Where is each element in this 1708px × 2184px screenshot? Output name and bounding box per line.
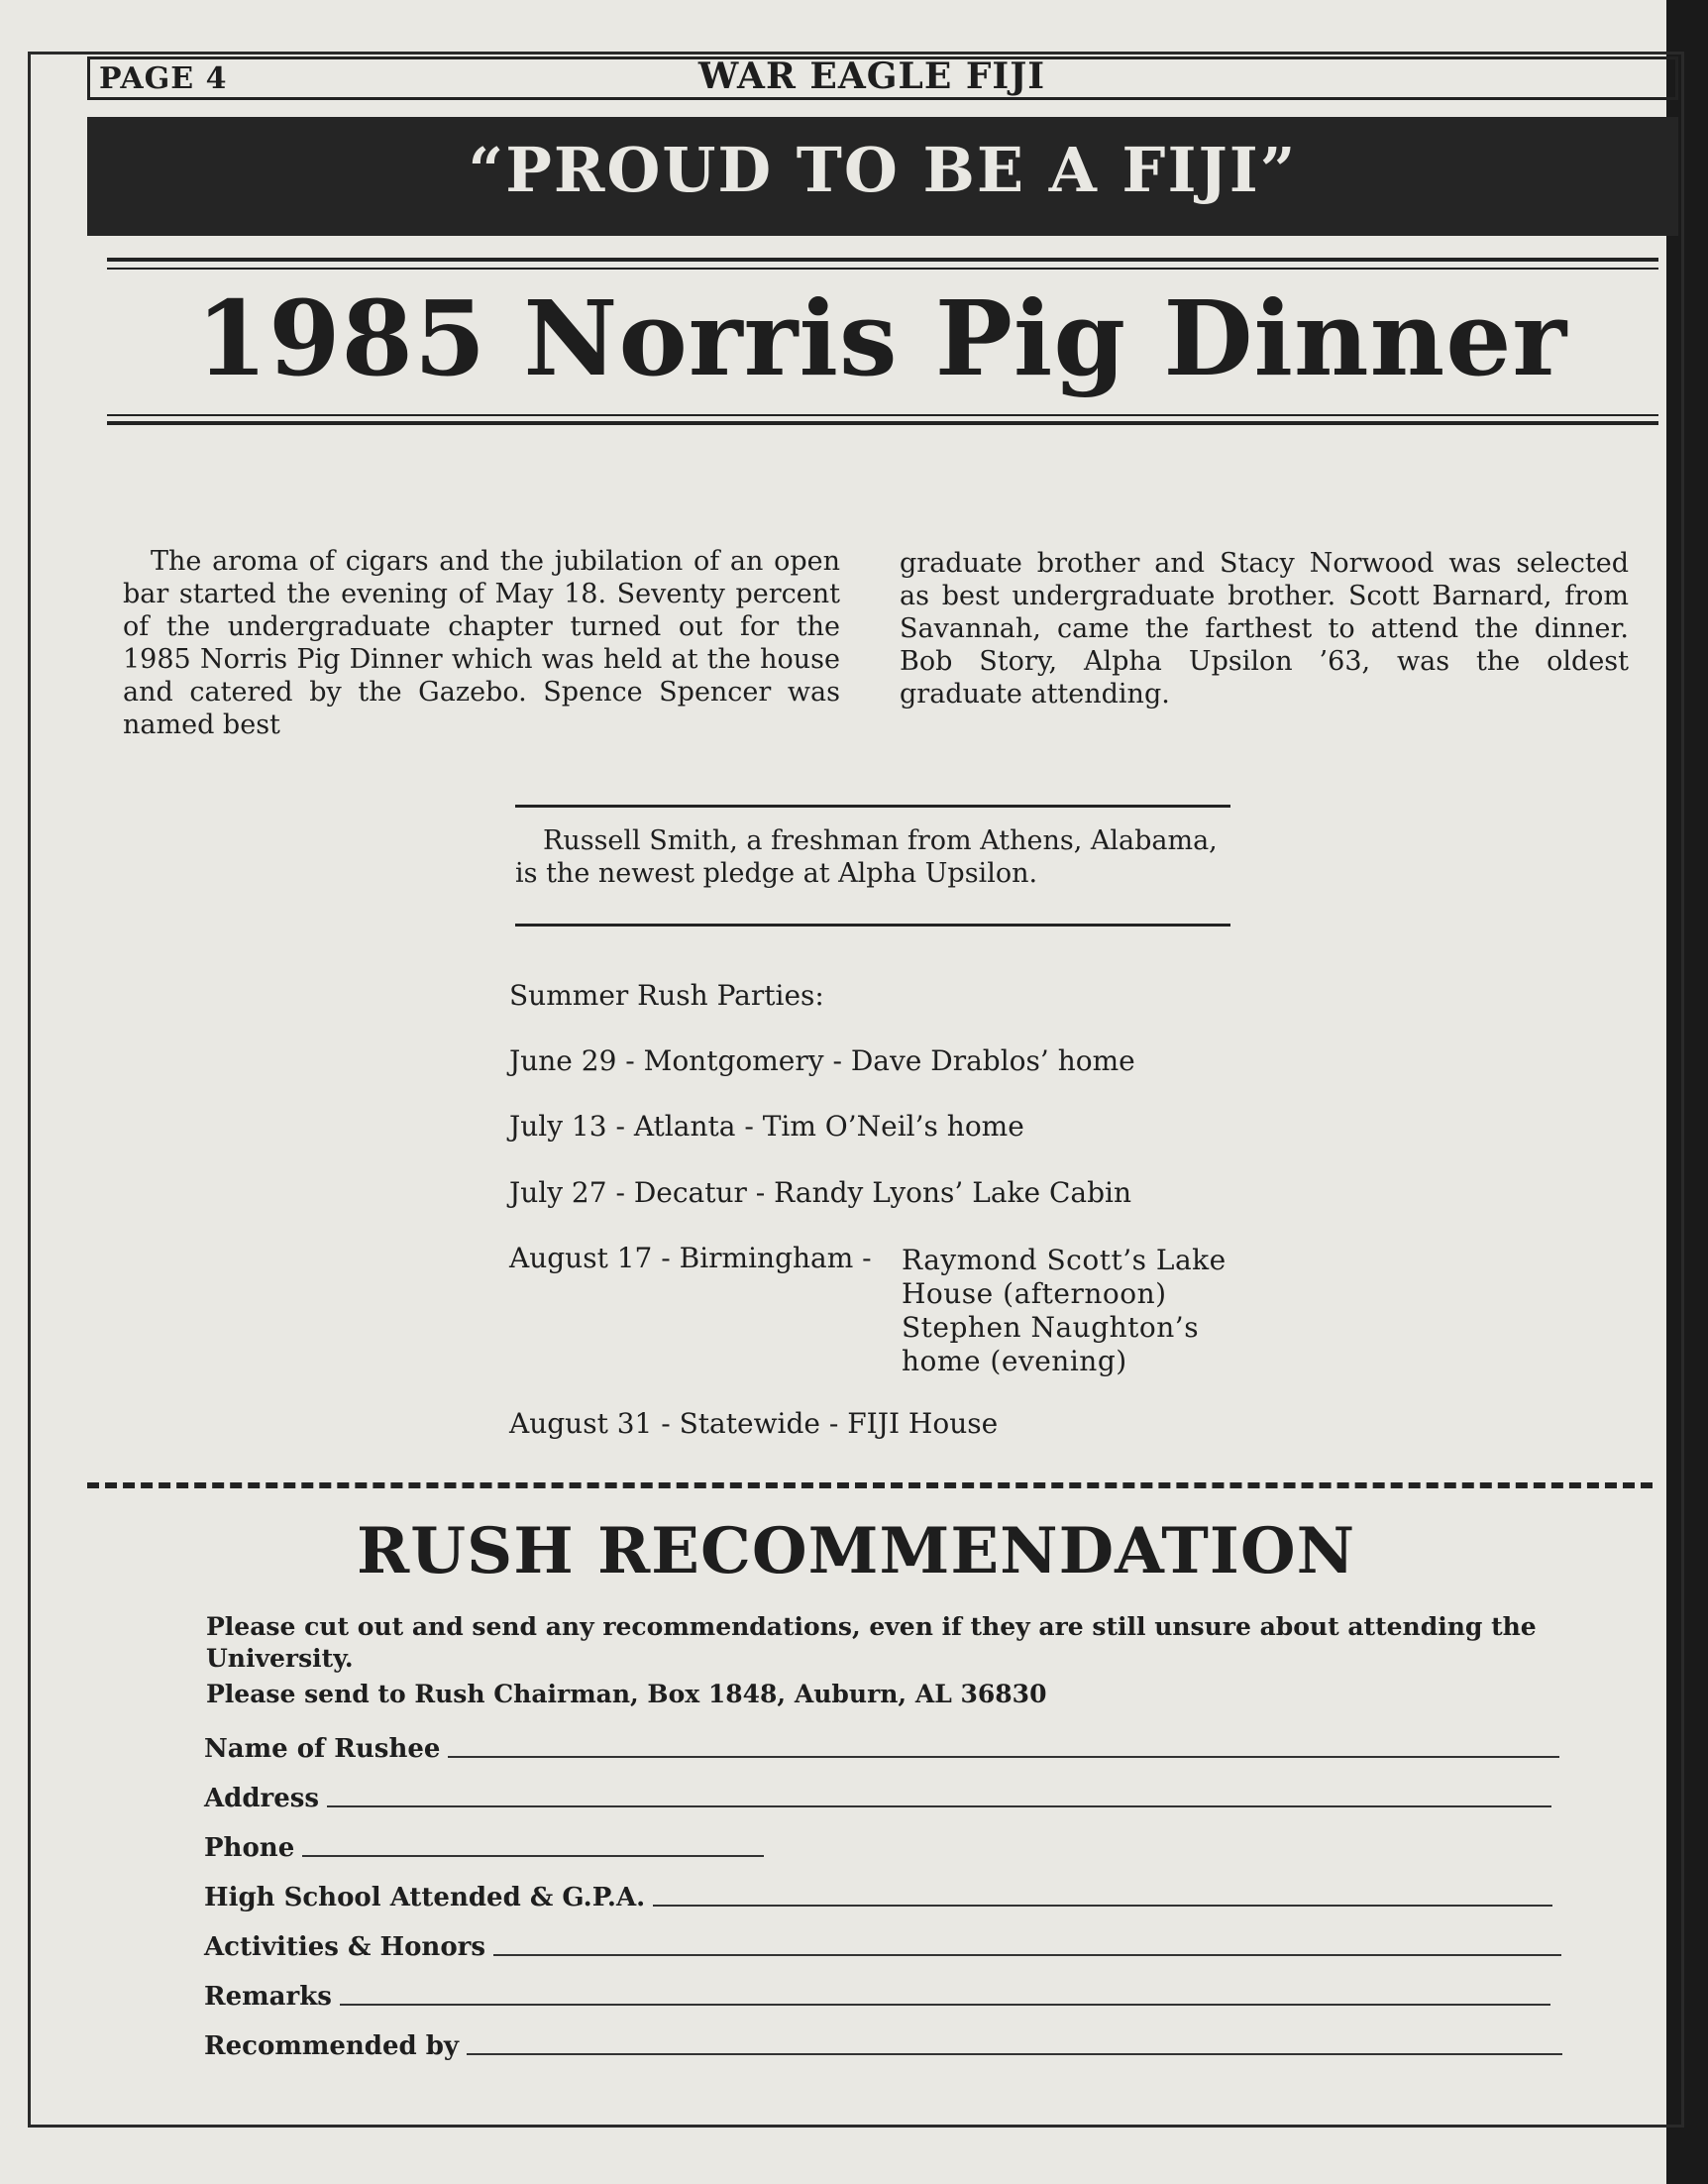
address-field[interactable]: [204, 1778, 1551, 1813]
rush-party-5: August 31 - Statewide - FIJI House: [509, 1407, 999, 1440]
write-in-line[interactable]: [653, 1905, 1552, 1907]
rush-party-1: June 29 - Montgomery - Dave Drablos’ home: [509, 1044, 1135, 1077]
write-in-line[interactable]: [493, 1954, 1561, 1956]
field-label: High School Attended & G.P.A.: [204, 1883, 646, 1912]
field-label: Address: [204, 1784, 320, 1813]
field-label: Name of Rushee: [204, 1734, 441, 1764]
remarks-field[interactable]: [204, 1976, 1550, 2012]
rush-party-4-venue-afternoon: Raymond Scott’s Lake House (afternoon): [902, 1244, 1227, 1310]
write-in-line[interactable]: [467, 2053, 1562, 2055]
cut-line: [87, 1482, 1653, 1488]
form-title: RUSH RECOMMENDATION: [357, 1514, 1356, 1588]
field-label: Recommended by: [204, 2031, 460, 2061]
banner-slogan: “PROUD TO BE A FIJI”: [468, 134, 1298, 206]
form-address-instruction: Please send to Rush Chairman, Box 1848, Auburn, AL 36830: [206, 1680, 1047, 1708]
high-school-field[interactable]: [204, 1877, 1552, 1912]
recommended-by-field[interactable]: [204, 2025, 1562, 2061]
pledge-rule-top: [515, 805, 1230, 808]
pledge-rule-bottom: [515, 924, 1230, 927]
rush-party-4: August 17 - Birmingham -: [509, 1242, 872, 1274]
page-number: PAGE 4: [99, 61, 228, 96]
activities-honors-field[interactable]: [204, 1926, 1561, 1962]
article-column-right: [900, 547, 1629, 710]
article-paragraph-2: graduate brother and Stacy Norwood was selected as best undergraduate brother. Scott Barnard, from Savannah, came the farthest to attend the dinner. Bob Story, Alpha Upsilon ’63, was the oldest graduate attending.: [900, 548, 1629, 710]
rush-party-2: July 13 - Atlanta - Tim O’Neil’s home: [509, 1110, 1024, 1143]
rush-parties-heading: Summer Rush Parties:: [509, 979, 824, 1012]
field-label: Phone: [204, 1833, 295, 1863]
phone-field[interactable]: [204, 1827, 764, 1863]
name-of-rushee-field[interactable]: [204, 1728, 1559, 1764]
headline-rule-top-1: [107, 258, 1658, 262]
field-label: Activities & Honors: [204, 1932, 486, 1962]
headline-rule-bottom-1: [107, 414, 1658, 416]
form-instruction: Please cut out and send any recommendations, even if they are still unsure about attending the University.: [206, 1612, 1537, 1673]
write-in-line[interactable]: [327, 1805, 1551, 1807]
pledge-text: Russell Smith, a freshman from Athens, Alabama, is the newest pledge at Alpha Upsilon.: [515, 825, 1218, 889]
write-in-line[interactable]: [302, 1855, 764, 1857]
headline-rule-top-2: [107, 268, 1658, 270]
rush-party-4-venue-evening: Stephen Naughton’s home (evening): [902, 1311, 1200, 1377]
rush-party-3: July 27 - Decatur - Randy Lyons’ Lake Cabin: [509, 1176, 1131, 1209]
headline-rule-bottom-2: [107, 421, 1658, 425]
newsletter-name: WAR EAGLE FIJI: [697, 55, 1046, 97]
article-column-left: [123, 545, 840, 741]
write-in-line[interactable]: [340, 2004, 1550, 2006]
pledge-note: [515, 824, 1230, 890]
article-headline: 1985 Norris Pig Dinner: [195, 277, 1568, 399]
write-in-line[interactable]: [448, 1756, 1559, 1758]
field-label: Remarks: [204, 1982, 332, 2012]
article-paragraph-1: The aroma of cigars and the jubilation of an open bar started the evening of May 18. Seventy percent of the undergraduate chapter turned out for the 1985 Norris Pig Dinner which was held at the house and catered by the Gazebo. Spence Spencer was named best: [123, 546, 840, 740]
